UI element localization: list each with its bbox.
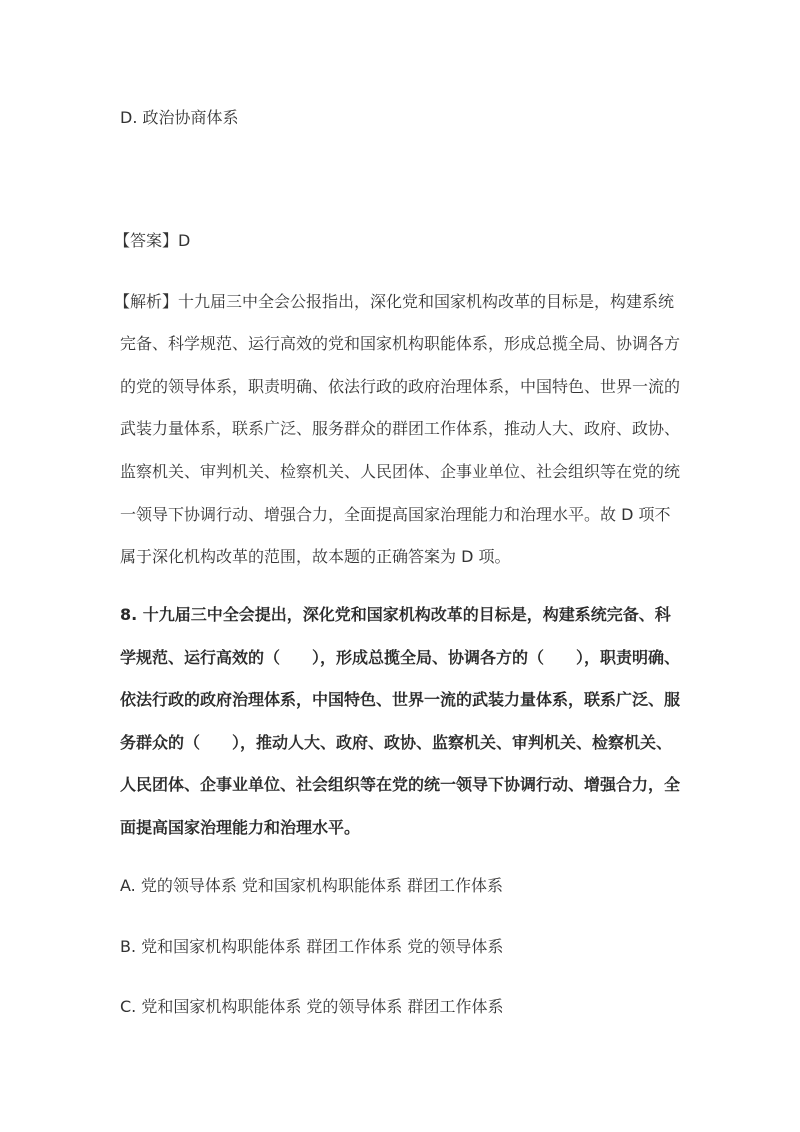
question-line: 面提高国家治理能力和治理水平。 [120,818,361,837]
answer-line: 【答案】D [114,231,191,250]
question-line: 人民团体、企事业单位、社会组织等在党的统一领导下协调行动、增强合力，全 [120,775,681,794]
option-a: A. 党的领导体系 党和国家机构职能体系 群团工作体系 [120,876,504,895]
option-c: C. 党和国家机构职能体系 党的领导体系 群团工作体系 [120,997,504,1016]
option-b: B. 党和国家机构职能体系 群团工作体系 党的领导体系 [120,937,504,956]
analysis-line: 一领导下协调行动、增强合力，全面提高国家治理能力和治理水平。故 D 项不 [120,505,671,524]
analysis-line: 的党的领导体系，职责明确、依法行政的政府治理体系，中国特色、世界一流的 [120,377,681,396]
analysis-line: 武装力量体系，联系广泛、服务群众的群团工作体系，推动人大、政府、政协、 [120,419,681,438]
question-line: 8. 十九届三中全会提出，深化党和国家机构改革的目标是，构建系统完备、科 [120,605,671,624]
analysis-line: 完备、科学规范、运行高效的党和国家机构职能体系，形成总揽全局、协调各方 [120,334,681,353]
prev-option-d: D. 政治协商体系 [120,108,239,127]
analysis-line: 【解析】十九届三中全会公报指出，深化党和国家机构改革的目标是，构建系统 [114,292,675,311]
analysis-line: 监察机关、审判机关、检察机关、人民团体、企事业单位、社会组织等在党的统 [120,462,681,481]
question-line: 务群众的（ ），推动人大、政府、政协、监察机关、审判机关、检察机关、 [120,733,673,752]
question-line: 依法行政的政府治理体系，中国特色、世界一流的武装力量体系，联系广泛、服 [120,690,681,709]
question-line: 学规范、运行高效的（ ），形成总揽全局、协调各方的（ ），职责明确、 [120,648,681,667]
analysis-line: 属于深化机构改革的范围，故本题的正确答案为 D 项。 [120,547,511,566]
